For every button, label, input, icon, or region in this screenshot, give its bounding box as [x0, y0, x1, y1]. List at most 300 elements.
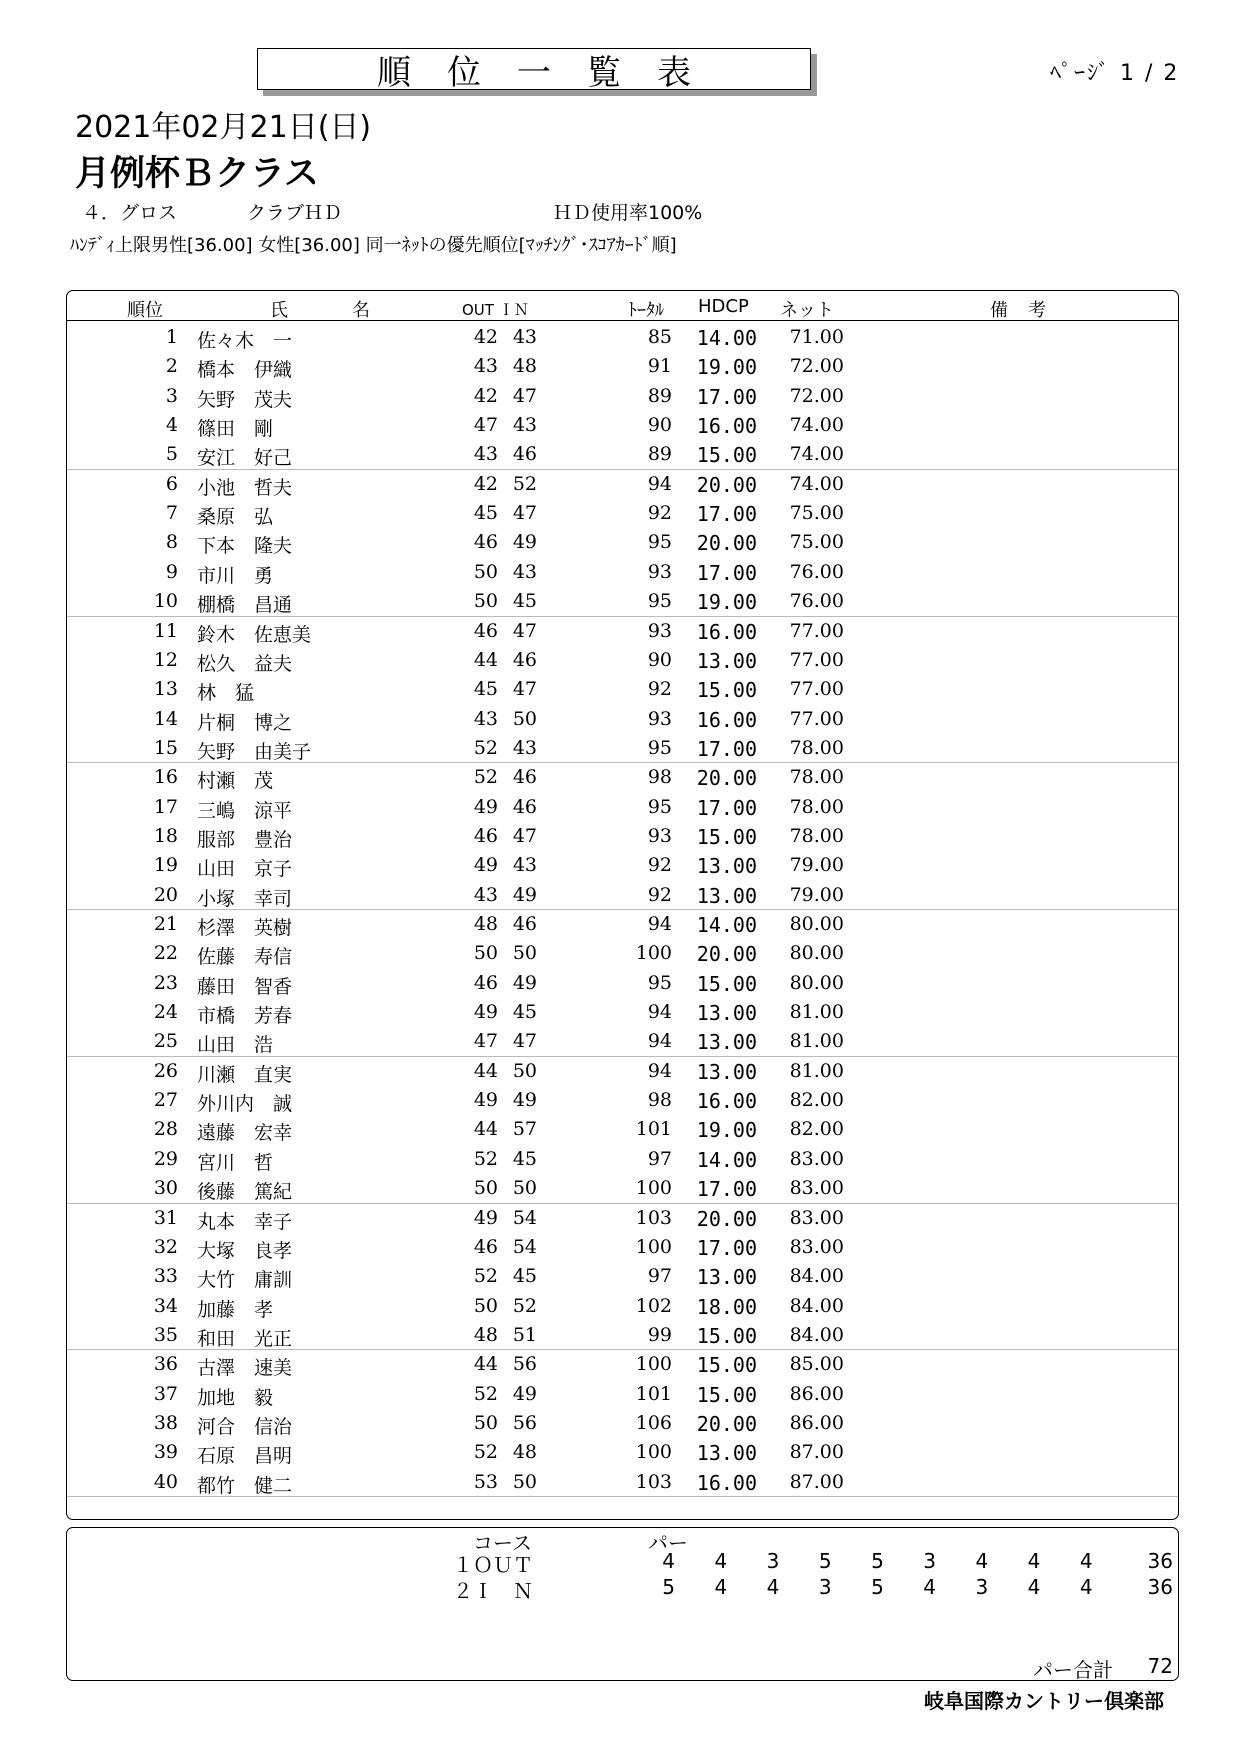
total-score: 93: [647, 619, 672, 642]
hdcp: 19.00: [696, 1118, 757, 1143]
in-score: 56: [512, 1353, 537, 1376]
player-name: 林 猛: [197, 682, 255, 705]
hole-par: 4: [1079, 1549, 1093, 1573]
table-row: [0, 1144, 1241, 1173]
group-divider: [67, 1203, 1178, 1204]
hole-par: 4: [1027, 1575, 1041, 1599]
out-score: 52: [473, 1382, 498, 1405]
table-row: [0, 557, 1241, 586]
out-score: 49: [473, 1089, 498, 1112]
course-label: ２Ｉ Ｎ: [453, 1579, 533, 1603]
table-row: [0, 1026, 1241, 1055]
net-score: 71.00: [789, 326, 844, 348]
rank: 6: [165, 472, 178, 495]
hdcp: 20.00: [696, 1206, 757, 1231]
net-score: 72.00: [789, 384, 844, 407]
net-score: 80.00: [789, 942, 844, 965]
rank: 16: [153, 766, 178, 789]
table-row: [0, 792, 1241, 821]
hole-par: 3: [923, 1549, 936, 1573]
rank: 20: [153, 883, 178, 906]
rank: 25: [153, 1030, 178, 1053]
net-score: 75.00: [789, 502, 844, 525]
rank: 17: [153, 795, 178, 818]
total-score: 93: [647, 707, 672, 730]
in-score: 50: [512, 707, 537, 730]
out-score: 49: [473, 1206, 498, 1229]
total-score: 100: [635, 942, 672, 965]
player-name: 片桐 博之: [197, 711, 293, 734]
player-name: 佐々木 一: [197, 330, 293, 352]
net-score: 84.00: [789, 1294, 844, 1317]
hdcp: 15.00: [696, 971, 757, 996]
total-score: 101: [635, 1382, 672, 1405]
rank: 9: [165, 560, 178, 583]
in-score: 43: [512, 326, 537, 348]
net-score: 77.00: [789, 707, 844, 730]
hdcp: 13.00: [696, 1030, 757, 1055]
in-score: 46: [512, 913, 537, 935]
hole-par: 5: [818, 1549, 832, 1573]
total-score: 85: [647, 326, 672, 348]
player-name: 三嶋 涼平: [197, 799, 293, 822]
in-score: 54: [512, 1235, 537, 1258]
in-score: 47: [512, 824, 537, 847]
rank: 27: [153, 1089, 178, 1112]
table-row: [0, 1467, 1241, 1496]
total-score: 94: [647, 913, 672, 935]
table-row: [0, 616, 1241, 645]
hole-par: 4: [714, 1549, 728, 1573]
hole-par: 4: [923, 1575, 936, 1599]
total-score: 92: [647, 678, 672, 701]
player-name: 大塚 良孝: [197, 1239, 293, 1262]
handicap-rate: ＨＤ使用率100%: [553, 202, 703, 224]
handicap-type: クラブＨＤ: [247, 202, 343, 224]
total-score: 103: [635, 1470, 672, 1493]
in-score: 45: [512, 590, 537, 613]
out-score: 44: [473, 648, 498, 671]
hdcp: 17.00: [696, 1177, 757, 1202]
player-name: 藤田 智香: [197, 975, 293, 998]
hole-par: 5: [662, 1575, 675, 1599]
net-score: 85.00: [789, 1353, 844, 1376]
player-name: 大竹 庸訓: [197, 1269, 293, 1292]
total-score: 100: [635, 1441, 672, 1464]
hdcp: 20.00: [696, 472, 757, 497]
net-score: 81.00: [789, 1001, 844, 1024]
total-score: 102: [635, 1294, 672, 1317]
in-score: 43: [512, 560, 537, 583]
in-score: 45: [512, 1147, 537, 1170]
net-score: 82.00: [789, 1118, 844, 1141]
rank: 30: [153, 1177, 178, 1200]
hole-par: 5: [871, 1549, 884, 1573]
out-score: 53: [473, 1470, 498, 1493]
net-score: 79.00: [789, 854, 844, 877]
in-score: 54: [512, 1206, 537, 1229]
total-score: 100: [635, 1353, 672, 1376]
player-name: 加藤 孝: [197, 1298, 274, 1321]
net-score: 83.00: [789, 1147, 844, 1170]
net-score: 87.00: [789, 1441, 844, 1464]
net-score: 83.00: [789, 1206, 844, 1229]
page-number: ﾍﾟｰｼﾞ 1 / 2: [1050, 61, 1180, 86]
in-score: 45: [512, 1265, 537, 1288]
hdcp: 14.00: [696, 326, 757, 350]
par-header: パー: [648, 1531, 688, 1555]
club-name: 岐阜国際カントリー倶楽部: [924, 1689, 1164, 1713]
total-score: 101: [635, 1118, 672, 1141]
total-score: 92: [647, 854, 672, 877]
header-net: ネット: [780, 300, 834, 321]
player-name: 杉澤 英樹: [197, 917, 293, 939]
table-row: [0, 938, 1241, 967]
player-name: 矢野 茂夫: [197, 388, 293, 411]
out-score: 50: [473, 1294, 498, 1317]
total-score: 94: [647, 1030, 672, 1053]
hole-par: 4: [714, 1575, 728, 1599]
hdcp: 13.00: [696, 883, 757, 908]
table-row: [0, 704, 1241, 733]
hdcp: 17.00: [696, 736, 757, 761]
player-name: 石原 昌明: [197, 1445, 293, 1468]
table-row: [0, 997, 1241, 1026]
out-score: 52: [473, 766, 498, 789]
rank: 12: [153, 648, 178, 671]
player-name: 小池 哲夫: [197, 476, 293, 499]
player-name: 篠田 剛: [197, 418, 274, 441]
rank: 39: [153, 1441, 178, 1464]
player-name: 服部 豊治: [197, 828, 293, 851]
hole-par: 4: [1079, 1575, 1093, 1599]
total-score: 92: [647, 502, 672, 525]
in-score: 50: [512, 1470, 537, 1493]
out-score: 45: [473, 678, 498, 701]
table-row: [0, 322, 1241, 351]
total-score: 98: [647, 766, 672, 789]
total-score: 97: [647, 1147, 672, 1170]
player-name: 川瀬 直実: [197, 1063, 293, 1086]
table-row: [0, 410, 1241, 439]
rank: 23: [153, 971, 178, 994]
total-score: 93: [647, 560, 672, 583]
rank: 8: [165, 531, 178, 554]
rank: 34: [153, 1294, 178, 1317]
course-header: コース: [473, 1531, 532, 1555]
hdcp: 17.00: [696, 502, 757, 527]
table-row: [0, 1056, 1241, 1085]
table-row: [0, 674, 1241, 703]
hdcp: 16.00: [696, 1089, 757, 1114]
hole-par: 4: [975, 1549, 989, 1573]
out-score: 52: [473, 1265, 498, 1288]
course-par-total: 36: [1147, 1549, 1173, 1573]
hdcp: 13.00: [696, 1001, 757, 1026]
header-out-in: OUT ＩＮ: [462, 301, 529, 319]
in-score: 46: [512, 648, 537, 671]
hdcp: 16.00: [696, 619, 757, 644]
rank: 11: [153, 619, 178, 642]
hdcp: 16.00: [696, 414, 757, 439]
net-score: 78.00: [789, 766, 844, 789]
net-score: 83.00: [789, 1235, 844, 1258]
hdcp: 13.00: [696, 1441, 757, 1466]
net-score: 74.00: [789, 414, 844, 437]
header-rank: 順位: [127, 300, 163, 321]
player-name: 加地 毅: [197, 1386, 274, 1409]
net-score: 83.00: [789, 1177, 844, 1200]
total-score: 95: [647, 971, 672, 994]
table-row: [0, 821, 1241, 850]
net-score: 78.00: [789, 824, 844, 847]
out-score: 52: [473, 736, 498, 759]
total-score: 94: [647, 472, 672, 495]
total-score: 95: [647, 795, 672, 818]
player-name: 外川内 誠: [197, 1093, 293, 1116]
player-name: 村瀬 茂: [197, 770, 274, 793]
in-score: 49: [512, 883, 537, 906]
total-score: 90: [647, 414, 672, 437]
hdcp: 15.00: [696, 1382, 757, 1407]
player-name: 市橋 芳春: [197, 1005, 293, 1028]
player-name: 桑原 弘: [197, 506, 274, 529]
scoring-mode: ４．グロス: [82, 202, 178, 224]
rank: 2: [165, 355, 178, 378]
rank: 10: [153, 590, 178, 613]
hole-par: 5: [871, 1575, 884, 1599]
player-name: 和田 光正: [197, 1327, 293, 1350]
in-score: 48: [512, 1441, 537, 1464]
table-row: [0, 381, 1241, 410]
table-row: [0, 439, 1241, 468]
total-score: 93: [647, 824, 672, 847]
player-name: 棚橋 昌通: [197, 594, 293, 617]
course-par-total: 36: [1147, 1575, 1173, 1599]
out-score: 50: [473, 590, 498, 613]
hdcp: 17.00: [696, 560, 757, 585]
net-score: 77.00: [789, 678, 844, 701]
table-row: [0, 527, 1241, 556]
rank: 14: [153, 707, 178, 730]
out-score: 43: [473, 883, 498, 906]
net-score: 77.00: [789, 619, 844, 642]
table-row: [0, 498, 1241, 527]
out-score: 52: [473, 1147, 498, 1170]
par-total-value: 72: [1147, 1654, 1173, 1678]
out-score: 46: [473, 1235, 498, 1258]
out-score: 52: [473, 1441, 498, 1464]
rank: 3: [165, 384, 178, 407]
rank: 36: [153, 1353, 178, 1376]
group-divider: [67, 1349, 1178, 1350]
out-score: 46: [473, 971, 498, 994]
in-score: 57: [512, 1118, 537, 1141]
player-name: 鈴木 佐恵美: [197, 623, 312, 646]
net-score: 84.00: [789, 1323, 844, 1346]
header-name-b: 名: [352, 300, 370, 321]
in-score: 46: [512, 443, 537, 466]
player-name: 安江 好己: [197, 447, 293, 470]
page-title: 順位一覧表: [377, 52, 727, 93]
rank: 38: [153, 1411, 178, 1434]
player-name: 古澤 速美: [197, 1357, 293, 1380]
table-row: [0, 762, 1241, 791]
rank: 37: [153, 1382, 178, 1405]
total-score: 95: [647, 590, 672, 613]
in-score: 47: [512, 502, 537, 525]
net-score: 78.00: [789, 736, 844, 759]
rank: 21: [153, 913, 178, 935]
course-label: １ＯＵＴ: [453, 1553, 533, 1577]
table-row: [0, 1291, 1241, 1320]
header-total: ﾄｰﾀﾙ: [628, 300, 664, 321]
hole-par: 3: [766, 1549, 780, 1573]
player-name: 丸本 幸子: [197, 1210, 293, 1233]
table-row: [0, 909, 1241, 938]
in-score: 47: [512, 1030, 537, 1053]
out-score: 46: [473, 531, 498, 554]
out-score: 42: [473, 472, 498, 495]
hdcp: 20.00: [696, 531, 757, 556]
hdcp: 16.00: [696, 707, 757, 732]
hdcp: 13.00: [696, 1265, 757, 1290]
total-score: 92: [647, 883, 672, 906]
hdcp: 17.00: [696, 1235, 757, 1260]
hole-par: 4: [662, 1549, 675, 1573]
out-score: 48: [473, 1323, 498, 1346]
handicap-note: ﾊﾝﾃﾞｨ上限男性[36.00] 女性[36.00] 同一ﾈｯﾄの優先順位[ﾏｯﾁﾝｸﾞ･ｽｺｱｶｰﾄﾞ順]: [70, 235, 677, 256]
total-score: 90: [647, 648, 672, 671]
table-row: [0, 1261, 1241, 1290]
total-score: 100: [635, 1177, 672, 1200]
hdcp: 19.00: [696, 355, 757, 380]
hdcp: 15.00: [696, 443, 757, 468]
rank: 26: [153, 1059, 178, 1082]
out-score: 46: [473, 824, 498, 847]
player-name: 市川 勇: [197, 564, 274, 587]
net-score: 80.00: [789, 913, 844, 935]
total-score: 91: [647, 355, 672, 378]
out-score: 49: [473, 1001, 498, 1024]
in-score: 48: [512, 355, 537, 378]
total-score: 100: [635, 1235, 672, 1258]
total-score: 103: [635, 1206, 672, 1229]
header-remarks-a: 備: [990, 300, 1008, 321]
in-score: 50: [512, 942, 537, 965]
hdcp: 19.00: [696, 590, 757, 615]
table-row: [0, 733, 1241, 762]
net-score: 74.00: [789, 443, 844, 466]
player-name: 下本 隆夫: [197, 535, 293, 558]
net-score: 84.00: [789, 1265, 844, 1288]
table-row: [0, 1408, 1241, 1437]
player-name: 遠藤 宏幸: [197, 1122, 293, 1145]
player-name: 山田 浩: [197, 1034, 274, 1057]
rank: 18: [153, 824, 178, 847]
in-score: 43: [512, 414, 537, 437]
player-name: 宮川 哲: [197, 1151, 274, 1174]
in-score: 51: [512, 1323, 537, 1346]
net-score: 79.00: [789, 883, 844, 906]
rank: 4: [165, 414, 178, 437]
table-row: [0, 850, 1241, 879]
rank: 29: [153, 1147, 178, 1170]
group-divider: [67, 1056, 1178, 1057]
group-divider: [67, 1496, 1178, 1497]
hdcp: 18.00: [696, 1294, 757, 1319]
group-divider: [67, 762, 1178, 763]
net-score: 87.00: [789, 1470, 844, 1493]
hdcp: 13.00: [696, 648, 757, 673]
net-score: 77.00: [789, 648, 844, 671]
header-name-a: 氏: [270, 300, 288, 321]
player-name: 矢野 由美子: [197, 740, 312, 763]
table-row: [0, 645, 1241, 674]
out-score: 47: [473, 414, 498, 437]
player-name: 後藤 篤紀: [197, 1181, 293, 1204]
player-name: 佐藤 寿信: [197, 946, 293, 969]
net-score: 80.00: [789, 971, 844, 994]
table-row: [0, 586, 1241, 615]
par-total-label: パー合計: [1033, 1658, 1113, 1682]
hdcp: 15.00: [696, 1323, 757, 1348]
in-score: 46: [512, 795, 537, 818]
rank: 7: [165, 502, 178, 525]
table-row: [0, 1114, 1241, 1143]
in-score: 43: [512, 736, 537, 759]
player-name: 橋本 伊織: [197, 359, 293, 382]
hdcp: 13.00: [696, 854, 757, 879]
in-score: 45: [512, 1001, 537, 1024]
in-score: 49: [512, 531, 537, 554]
total-score: 89: [647, 443, 672, 466]
hdcp: 20.00: [696, 942, 757, 967]
hdcp: 13.00: [696, 1059, 757, 1084]
net-score: 86.00: [789, 1411, 844, 1434]
player-name: 山田 京子: [197, 858, 293, 881]
net-score: 81.00: [789, 1030, 844, 1053]
out-score: 50: [473, 1177, 498, 1200]
in-score: 46: [512, 766, 537, 789]
table-row: [0, 1173, 1241, 1202]
rank: 22: [153, 942, 178, 965]
out-score: 42: [473, 384, 498, 407]
in-score: 50: [512, 1177, 537, 1200]
total-score: 89: [647, 384, 672, 407]
table-row: [0, 1203, 1241, 1232]
net-score: 82.00: [789, 1089, 844, 1112]
out-score: 44: [473, 1059, 498, 1082]
table-row: [0, 351, 1241, 380]
table-row: [0, 1437, 1241, 1466]
rank: 24: [153, 1001, 178, 1024]
hdcp: 15.00: [696, 824, 757, 849]
table-row: [0, 1320, 1241, 1349]
out-score: 44: [473, 1118, 498, 1141]
hdcp: 15.00: [696, 1353, 757, 1378]
hdcp: 16.00: [696, 1470, 757, 1495]
hdcp: 20.00: [696, 766, 757, 791]
table-row: [0, 1085, 1241, 1114]
in-score: 52: [512, 472, 537, 495]
table-row: [0, 968, 1241, 997]
hole-par: 3: [975, 1575, 989, 1599]
total-score: 94: [647, 1059, 672, 1082]
in-score: 43: [512, 854, 537, 877]
net-score: 76.00: [789, 560, 844, 583]
out-score: 50: [473, 560, 498, 583]
